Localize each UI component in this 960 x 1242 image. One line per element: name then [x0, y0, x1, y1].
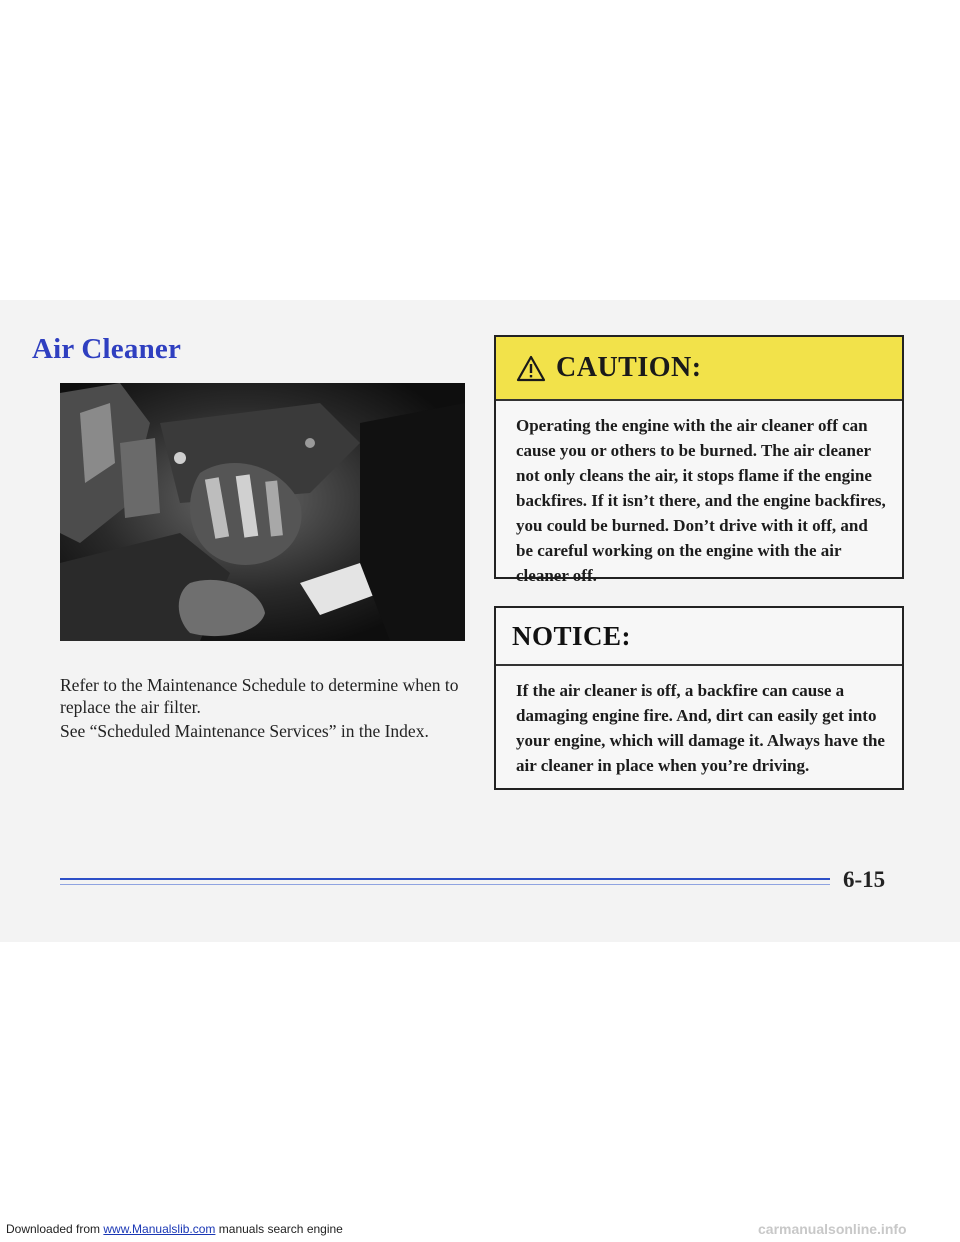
caution-header — [496, 337, 902, 401]
engine-photo-illustration — [60, 383, 465, 641]
index-reference-paragraph: See “Scheduled Maintenance Services” in the Index. — [60, 721, 429, 741]
section-title: Air Cleaner — [32, 333, 182, 365]
footer-rule-thick — [60, 878, 830, 880]
manualslib-link[interactable]: www.Manualslib.com — [103, 1222, 216, 1236]
warning-triangle-icon — [516, 355, 546, 382]
notice-header — [496, 608, 902, 666]
watermark: carmanualsonline.info — [758, 1221, 907, 1237]
caution-label: CAUTION: — [556, 352, 702, 383]
maintenance-schedule-paragraph: Refer to the Maintenance Schedule to determine when to replace the air filter. — [60, 675, 459, 717]
notice-text: If the air cleaner is off, a backfire can cause a damaging engine fire. And, dirt can easily get into your engine, which will damage it. Always have the air cleaner in place when you’re driving. — [516, 681, 885, 775]
download-note-prefix: Downloaded from — [6, 1222, 104, 1236]
download-note-suffix: manuals search engine — [215, 1222, 343, 1236]
engine-photo — [60, 383, 465, 641]
notice-box — [494, 606, 904, 790]
caution-box — [494, 335, 904, 585]
download-note — [6, 1222, 343, 1236]
footer-rule — [60, 878, 830, 885]
caution-text: Operating the engine with the air cleaner off can cause you or others to be burned. The air cleaner not only cleans the air, it stops flame if the engine backfires. If it isn’t there, and the engine backfires, you could be burned. Don’t drive with it off, and be careful working on the engine with the air cleaner off. — [516, 416, 886, 585]
page-number: 6-15 — [843, 867, 886, 892]
notice-label: NOTICE: — [512, 620, 632, 651]
footer-rule-thin — [60, 884, 830, 885]
